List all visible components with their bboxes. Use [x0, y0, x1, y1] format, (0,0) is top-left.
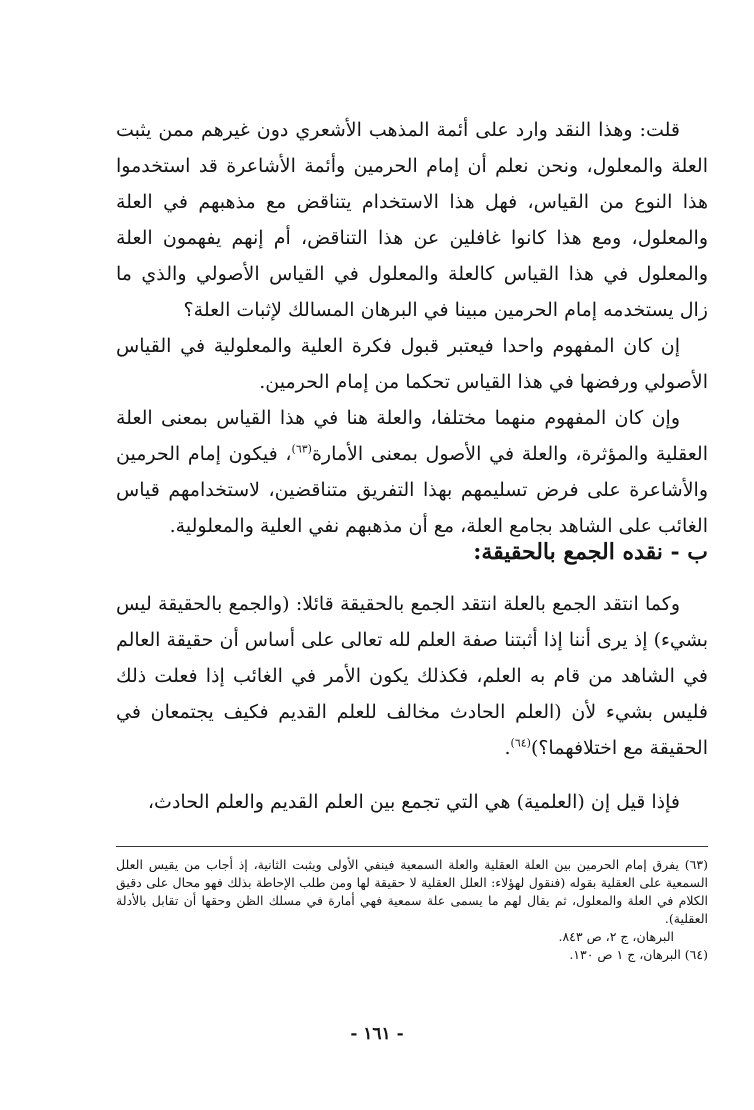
- footnote-64: (٦٤) البرهان، ج ١ ص ١٣٠.: [569, 947, 708, 962]
- paragraph-text: وإن كان المفهوم منهما مختلفا، والعلة هنا في هذا القياس بمعنى العلة العقلية والمؤثرة، والعلة في الأصول بمعنى الأمارة: [116, 407, 708, 465]
- footnote-reference: (٦٣): [291, 442, 312, 456]
- section-heading: ب - نقده الجمع بالحقيقة:: [473, 539, 708, 565]
- paragraph: قلت: وهذا النقد وارد على أئمة المذهب الأشعري دون غيرهم ممن يثبت العلة والمعلول، ونحن نعلم أن إمام الحرمين وأئمة الأشاعرة قد استخدموا هذا النوع من القياس، فهل هذا الاستخدام يتناقض مع مذهبهم في العلة والمعلول، ومع هذا كانوا غافلين عن هذا التناقض، أم إنهم يفهمون العلة والمعلول في هذا القياس كالعلة والمعلول في القياس الأصولي والذي ما زال يستخدمه إمام الحرمين مبينا في البرهان المسالك لإثبات العلة؟: [116, 119, 708, 321]
- main-text-block: [116, 784, 708, 820]
- footnote-63-reference: البرهان، ج ٢، ص ٨٤٣.: [558, 929, 674, 944]
- footnote-63: (٦٣) يفرق إمام الحرمين بين العلة العقلية والعلة السمعية فينفي الأولى ويثبت الثانية، إذ أجاب من يقيس العلل السمعية على العقلية بقوله (فنقول لهؤلاء: العلل العقلية لا حقيقة لها ومن طلب الإحاطة بذلك فهو محال على دقيق الكلام في العلة والمعلول، ثم يقال لهم ما يسمى علة سمعية فهي أمارة في مسلك الظن وحقها أن تقابل بالأدلة العقلية).: [116, 857, 708, 926]
- paragraph: إن كان المفهوم واحدا فيعتبر قبول فكرة العلية والمعلولية في القياس الأصولي ورفضها في هذا القياس تحكما من إمام الحرمين.: [116, 335, 708, 393]
- paragraph: [116, 400, 708, 544]
- footnote-reference: (٦٤): [510, 736, 531, 750]
- paragraph: [116, 586, 708, 766]
- main-text-block: [116, 586, 708, 766]
- paragraph-text: .: [504, 737, 511, 759]
- paragraph: فإذا قيل إن (العلمية) هي التي تجمع بين العلم القديم والعلم الحادث،: [147, 791, 680, 813]
- main-text-block: [116, 112, 708, 544]
- paragraph-text: ، فيكون إمام الحرمين والأشاعرة على فرض تسليمهم بهذا التفريق متناقضين، لاستخدامهم قياس الغائب على الشاهد بجامع العلة، مع أن مذهبهم نفي العلية والمعلولية.: [116, 443, 708, 537]
- footnotes: [116, 856, 708, 964]
- footnote-separator: [116, 846, 708, 847]
- paragraph-text: وكما انتقد الجمع بالعلة انتقد الجمع بالحقيقة قائلا: (والجمع بالحقيقة ليس بشيء) إذ يرى أننا إذا أثبتنا صفة العلم لله تعالى على أساس أن حقيقة العالم في الشاهد من قام به العلم، فكذلك يكون الأمر في الغائب إذا فعلت ذلك فليس بشيء لأن (العلم الحادث مخالف للعلم القديم فكيف يجتمعان في الحقيقة مع اختلافهما؟): [116, 593, 708, 759]
- page-number: - ١٦١ -: [350, 1024, 404, 1044]
